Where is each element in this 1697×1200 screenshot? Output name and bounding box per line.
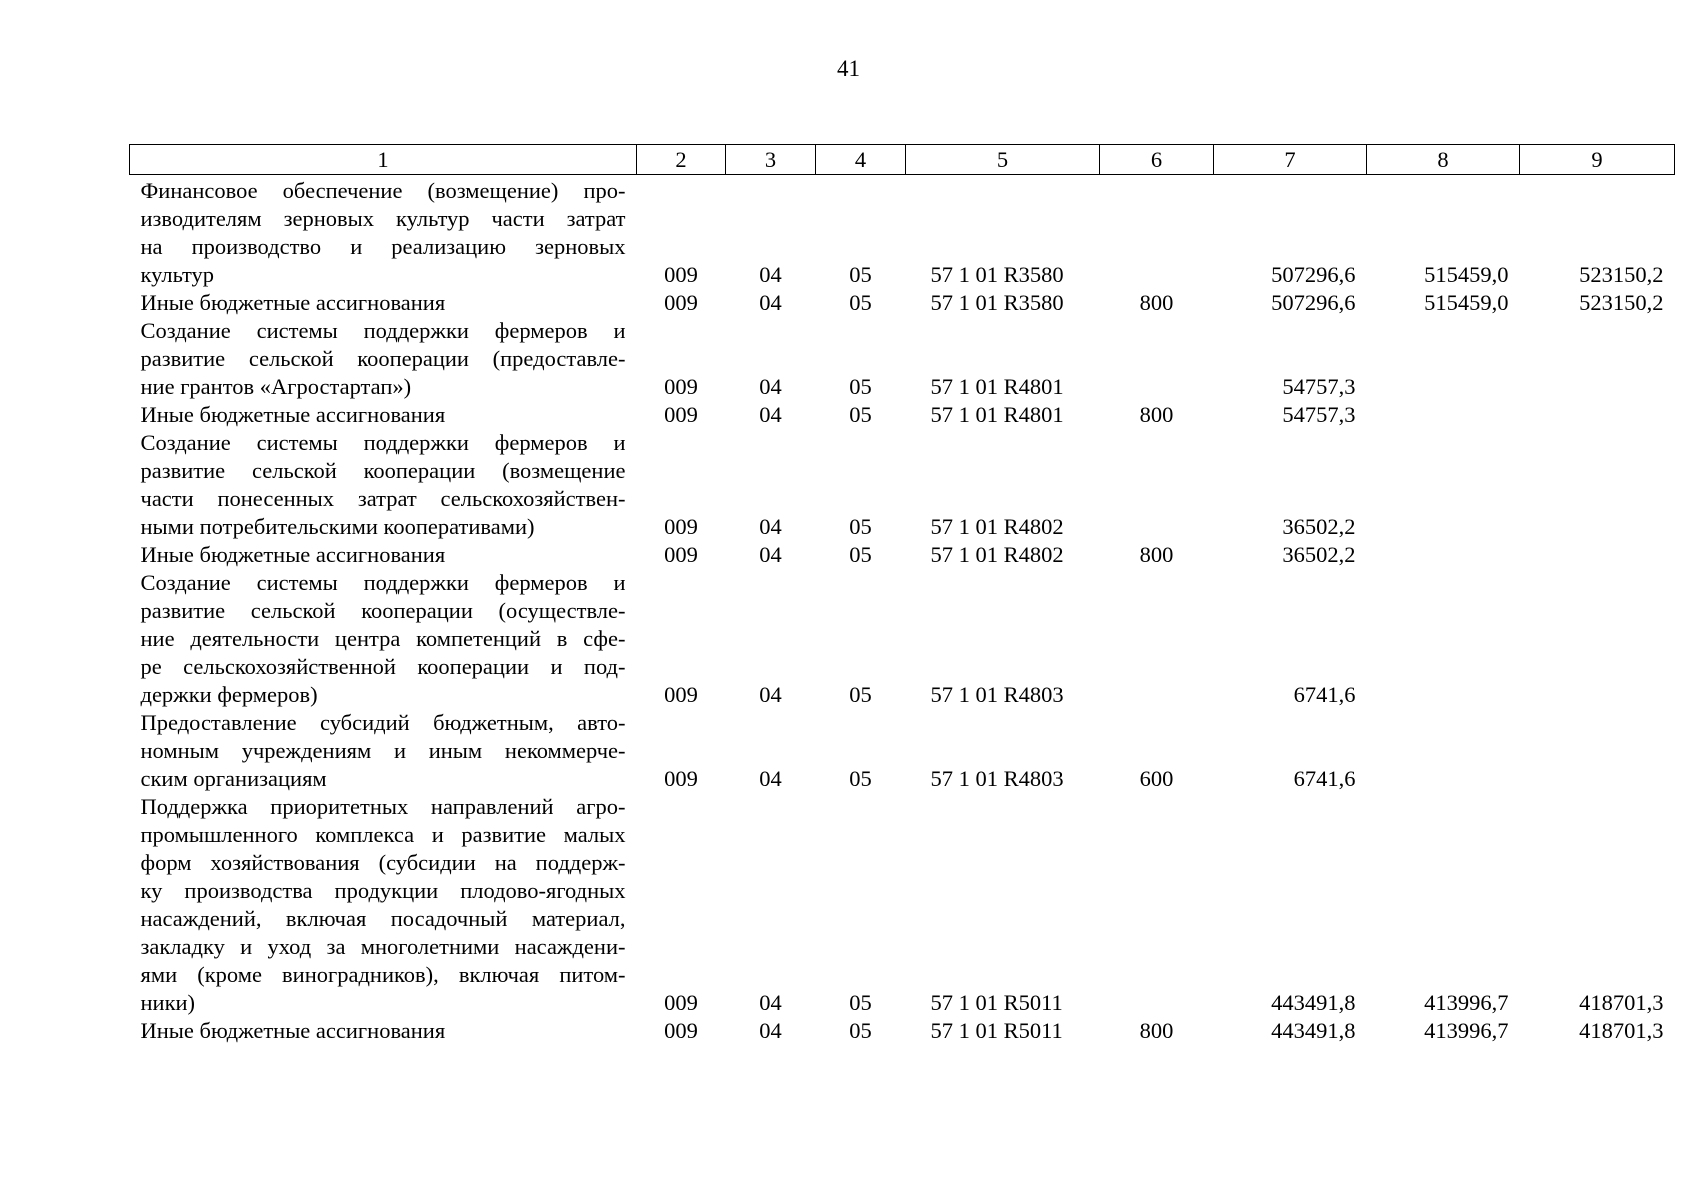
row-subsection: 05 bbox=[849, 514, 872, 539]
row-amount-col-9: 523150,2 bbox=[1579, 262, 1664, 287]
row-name-line: Создание системы поддержки фермеров и bbox=[140, 318, 626, 343]
row-name bbox=[130, 1017, 637, 1045]
row-name bbox=[130, 289, 637, 317]
row-section: 04 bbox=[759, 990, 782, 1015]
row-amount-col-8: 515459,0 bbox=[1424, 262, 1509, 287]
row-name bbox=[130, 429, 637, 541]
table-header-row bbox=[130, 145, 1675, 175]
row-amount-col-7: 54757,3 bbox=[1282, 402, 1356, 427]
row-subsection: 05 bbox=[849, 290, 872, 315]
row-amount-col-7: 6741,6 bbox=[1293, 682, 1356, 707]
row-name-line: развитие сельской кооперации (предоставле- bbox=[140, 346, 626, 371]
row-name bbox=[130, 175, 637, 290]
row-name-line: Финансовое обеспечение (возмещение) про- bbox=[140, 178, 626, 203]
row-subsection: 05 bbox=[849, 766, 872, 791]
row-amount-col-8 bbox=[1367, 317, 1520, 401]
row-subsection: 05 bbox=[849, 374, 872, 399]
row-name-line: держки фермеров) bbox=[140, 682, 318, 707]
row-name-line: Иные бюджетные ассигнования bbox=[140, 402, 446, 427]
row-subsection: 05 bbox=[849, 1018, 872, 1043]
row-name-line: ники) bbox=[140, 990, 196, 1015]
row-subsection: 05 bbox=[849, 402, 872, 427]
row-subsection: 05 bbox=[849, 262, 872, 287]
row-amount-col-7: 443491,8 bbox=[1271, 990, 1356, 1015]
row-name-line: ку производства продукции плодово-ягодных bbox=[140, 878, 626, 903]
row-target-article: 57 1 01 R4801 bbox=[930, 374, 1064, 399]
row-name-line: ями (кроме виноградников), включая питом- bbox=[140, 962, 626, 987]
row-expense-type: 800 bbox=[1139, 402, 1174, 427]
row-ved: 009 bbox=[664, 682, 698, 707]
row-amount-col-8 bbox=[1367, 541, 1520, 569]
row-amount-col-7: 507296,6 bbox=[1271, 262, 1356, 287]
row-name-line: ским организациям bbox=[140, 766, 327, 791]
header-col-4: 4 bbox=[816, 145, 906, 175]
table-row bbox=[130, 175, 1675, 290]
row-name-line: Предоставление субсидий бюджетным, авто- bbox=[140, 710, 626, 735]
row-ved: 009 bbox=[664, 402, 698, 427]
row-amount-col-7: 443491,8 bbox=[1271, 1018, 1356, 1043]
row-name-line: насаждений, включая посадочный материал, bbox=[140, 906, 626, 931]
row-target-article: 57 1 01 R4802 bbox=[930, 514, 1064, 539]
row-name-line: на производство и реализацию зерновых bbox=[140, 234, 626, 259]
header-col-6: 6 bbox=[1100, 145, 1214, 175]
row-amount-col-7: 54757,3 bbox=[1282, 374, 1356, 399]
row-amount-col-8 bbox=[1367, 401, 1520, 429]
row-name-line: изводителям зерновых культур части затрат bbox=[140, 206, 626, 231]
row-name-line: развитие сельской кооперации (осуществле- bbox=[140, 598, 626, 623]
row-section: 04 bbox=[759, 542, 782, 567]
table-row bbox=[130, 317, 1675, 401]
row-section: 04 bbox=[759, 766, 782, 791]
row-name-line: Иные бюджетные ассигнования bbox=[140, 542, 446, 567]
header-col-2: 2 bbox=[637, 145, 726, 175]
row-section: 04 bbox=[759, 682, 782, 707]
row-target-article: 57 1 01 R4803 bbox=[930, 766, 1064, 791]
row-ved: 009 bbox=[664, 766, 698, 791]
row-expense-type: 600 bbox=[1139, 766, 1174, 791]
row-ved: 009 bbox=[664, 374, 698, 399]
row-name-line: Создание системы поддержки фермеров и bbox=[140, 570, 626, 595]
row-amount-col-8 bbox=[1367, 709, 1520, 793]
table-row bbox=[130, 429, 1675, 541]
row-section: 04 bbox=[759, 262, 782, 287]
row-ved: 009 bbox=[664, 1018, 698, 1043]
row-amount-col-7: 507296,6 bbox=[1271, 290, 1356, 315]
row-expense-type bbox=[1100, 317, 1214, 401]
row-amount-col-9 bbox=[1520, 429, 1675, 541]
row-expense-type: 800 bbox=[1139, 542, 1174, 567]
table-row bbox=[130, 569, 1675, 709]
row-name-line: форм хозяйствования (субсидии на поддерж- bbox=[140, 850, 626, 875]
row-subsection: 05 bbox=[849, 990, 872, 1015]
row-name bbox=[130, 569, 637, 709]
header-col-3: 3 bbox=[726, 145, 816, 175]
row-amount-col-9 bbox=[1520, 401, 1675, 429]
row-name-line: Иные бюджетные ассигнования bbox=[140, 290, 446, 315]
row-name-line: ние грантов «Агростартап») bbox=[140, 374, 412, 399]
row-name-line: Поддержка приоритетных направлений агро- bbox=[140, 794, 626, 819]
row-subsection: 05 bbox=[849, 542, 872, 567]
header-col-5: 5 bbox=[906, 145, 1100, 175]
row-name-line: части понесенных затрат сельскохозяйствен- bbox=[140, 486, 626, 511]
row-name bbox=[130, 793, 637, 1017]
row-section: 04 bbox=[759, 402, 782, 427]
table-row bbox=[130, 289, 1675, 317]
row-amount-col-9 bbox=[1520, 317, 1675, 401]
row-expense-type bbox=[1100, 175, 1214, 290]
row-ved: 009 bbox=[664, 290, 698, 315]
row-target-article: 57 1 01 R3580 bbox=[930, 290, 1064, 315]
row-name-line: Иные бюджетные ассигнования bbox=[140, 1018, 446, 1043]
row-amount-col-8 bbox=[1367, 569, 1520, 709]
page-number: 41 bbox=[837, 56, 860, 81]
row-name bbox=[130, 401, 637, 429]
row-target-article: 57 1 01 R4802 bbox=[930, 542, 1064, 567]
row-section: 04 bbox=[759, 374, 782, 399]
row-name-line: ными потребительскими кооперативами) bbox=[140, 514, 535, 539]
row-amount-col-7: 6741,6 bbox=[1293, 766, 1356, 791]
row-expense-type: 800 bbox=[1139, 1018, 1174, 1043]
row-name-line: Создание системы поддержки фермеров и bbox=[140, 430, 626, 455]
row-amount-col-8: 515459,0 bbox=[1424, 290, 1509, 315]
row-ved: 009 bbox=[664, 990, 698, 1015]
row-amount-col-9: 523150,2 bbox=[1579, 290, 1664, 315]
row-amount-col-9: 418701,3 bbox=[1579, 1018, 1664, 1043]
row-ved: 009 bbox=[664, 262, 698, 287]
header-col-1: 1 bbox=[130, 145, 637, 175]
row-section: 04 bbox=[759, 290, 782, 315]
row-target-article: 57 1 01 R4803 bbox=[930, 682, 1064, 707]
row-name bbox=[130, 709, 637, 793]
row-expense-type: 800 bbox=[1139, 290, 1174, 315]
row-expense-type bbox=[1100, 429, 1214, 541]
row-subsection: 05 bbox=[849, 682, 872, 707]
row-amount-col-7: 36502,2 bbox=[1282, 514, 1356, 539]
table-row bbox=[130, 541, 1675, 569]
row-name-line: промышленного комплекса и развитие малых bbox=[140, 822, 626, 847]
table-row bbox=[130, 401, 1675, 429]
row-amount-col-8: 413996,7 bbox=[1424, 990, 1509, 1015]
table-body bbox=[130, 175, 1675, 1046]
row-amount-col-9 bbox=[1520, 541, 1675, 569]
row-amount-col-9 bbox=[1520, 569, 1675, 709]
row-amount-col-9 bbox=[1520, 709, 1675, 793]
row-amount-col-8: 413996,7 bbox=[1424, 1018, 1509, 1043]
row-name-line: ре сельскохозяйственной кооперации и под- bbox=[140, 654, 626, 679]
row-name bbox=[130, 317, 637, 401]
header-col-7: 7 bbox=[1214, 145, 1367, 175]
row-target-article: 57 1 01 R3580 bbox=[930, 262, 1064, 287]
row-target-article: 57 1 01 R5011 bbox=[930, 1018, 1063, 1043]
row-name-line: номным учреждениям и иным некоммерче- bbox=[140, 738, 626, 763]
table-row bbox=[130, 709, 1675, 793]
row-name-line: закладку и уход за многолетними насаждени- bbox=[140, 934, 626, 959]
row-target-article: 57 1 01 R4801 bbox=[930, 402, 1064, 427]
row-name bbox=[130, 541, 637, 569]
row-section: 04 bbox=[759, 1018, 782, 1043]
table-row bbox=[130, 1017, 1675, 1045]
row-name-line: развитие сельской кооперации (возмещение bbox=[140, 458, 626, 483]
row-ved: 009 bbox=[664, 542, 698, 567]
row-expense-type bbox=[1100, 793, 1214, 1017]
row-section: 04 bbox=[759, 514, 782, 539]
row-expense-type bbox=[1100, 569, 1214, 709]
row-name-line: ние деятельности центра компетенций в сфе- bbox=[140, 626, 626, 651]
table-row bbox=[130, 793, 1675, 1017]
row-ved: 009 bbox=[664, 514, 698, 539]
header-col-8: 8 bbox=[1367, 145, 1520, 175]
budget-table bbox=[129, 144, 1675, 1045]
row-amount-col-8 bbox=[1367, 429, 1520, 541]
header-col-9: 9 bbox=[1520, 145, 1675, 175]
row-amount-col-9: 418701,3 bbox=[1579, 990, 1664, 1015]
row-amount-col-7: 36502,2 bbox=[1282, 542, 1356, 567]
row-target-article: 57 1 01 R5011 bbox=[930, 990, 1063, 1015]
row-name-line: культур bbox=[140, 262, 215, 287]
